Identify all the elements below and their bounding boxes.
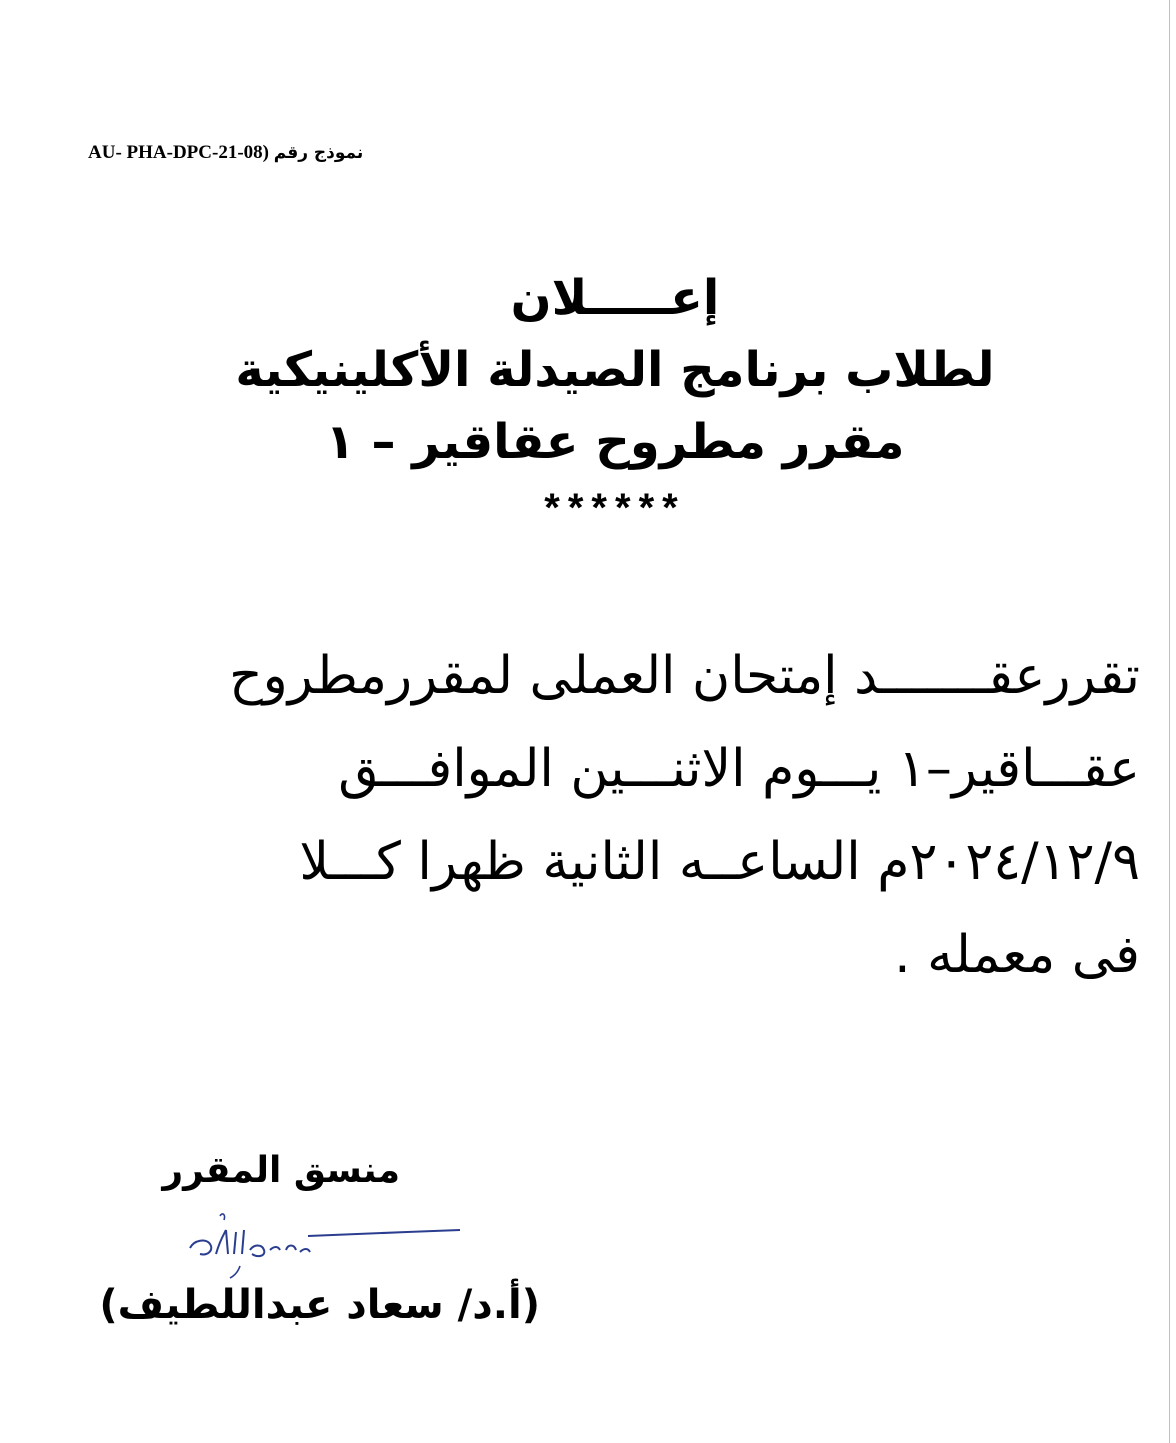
body-line-2: عقـــاقير–١ يـــوم الاثنـــين الموافـــق — [338, 739, 1140, 799]
announcement-header — [200, 262, 1030, 536]
announcement-title: إعـــــلان — [510, 270, 720, 326]
handwritten-signature — [180, 1210, 470, 1280]
form-number — [88, 142, 468, 164]
form-number-code: (AU- PHA-DPC-21-08 — [88, 142, 269, 163]
scan-edge-line — [1169, 0, 1170, 1443]
body-line-4: فى معمله . — [894, 925, 1140, 985]
professor-name: (أ.د/ سعاد عبداللطيف) — [99, 1282, 540, 1328]
form-number-label: نموذج رقم — [273, 143, 364, 163]
coordinator-label: منسق المقرر — [162, 1150, 400, 1191]
body-line-1: تقررعقـــــــد إمتحان العملى لمقررمطروح — [229, 646, 1140, 706]
announcement-body — [80, 630, 1140, 1002]
announcement-audience: لطلاب برنامج الصيدلة الأكلينيكية — [235, 342, 995, 398]
body-line-3: ٢٠٢٤/١٢/٩م الساعــه الثانية ظهرا كـــلا — [299, 832, 1140, 892]
stars-separator: ****** — [544, 486, 686, 530]
announcement-course: مقرر مطروح عقاقير – ١ — [325, 414, 905, 470]
